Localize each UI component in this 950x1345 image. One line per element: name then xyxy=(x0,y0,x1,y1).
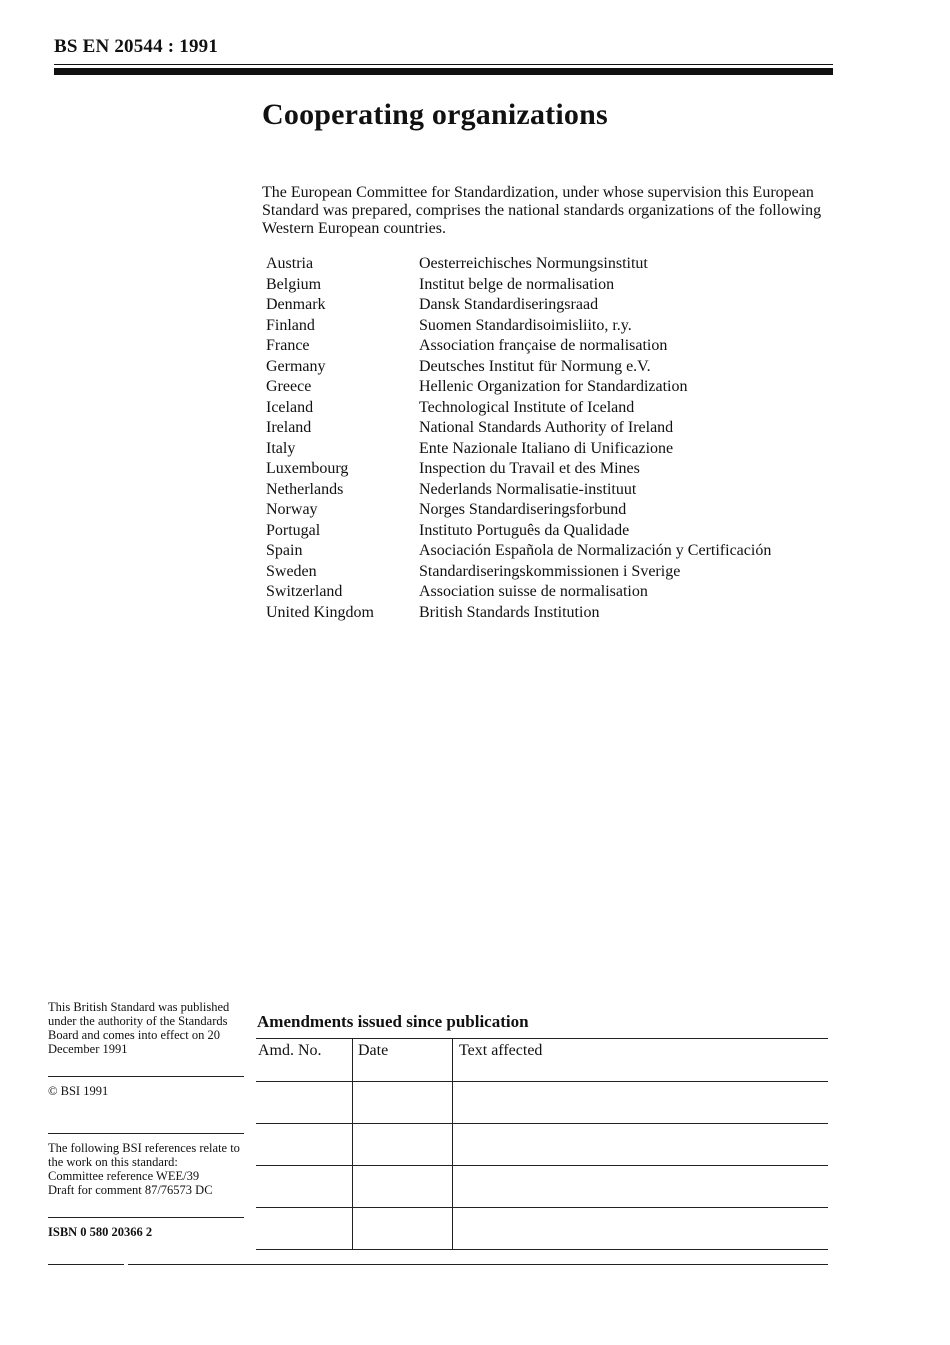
organization-row xyxy=(266,521,846,542)
organization-row xyxy=(266,582,846,603)
standards-body-name: Oesterreichisches Normungsinstitut xyxy=(419,255,648,272)
country-name: Iceland xyxy=(266,398,314,416)
standards-body-name: National Standards Authority of Ireland xyxy=(419,419,674,436)
country-name: Italy xyxy=(266,439,296,457)
standard-number: BS EN 20544 : 1991 xyxy=(54,36,219,57)
standards-body-name: Technological Institute of Iceland xyxy=(419,398,635,416)
table-cell xyxy=(256,1208,353,1250)
country-name: United Kingdom xyxy=(266,603,374,621)
country-name: Denmark xyxy=(266,296,326,313)
sidebar-divider xyxy=(48,1133,244,1134)
country-name: Portugal xyxy=(266,521,321,539)
standards-body-name: Association française de normalisation xyxy=(419,337,668,354)
standards-body-name: Instituto Português da Qualidade xyxy=(419,521,630,539)
page-title: Cooperating organizations xyxy=(262,98,608,131)
organization-row xyxy=(266,562,846,583)
organization-row xyxy=(266,541,846,562)
table-cell xyxy=(453,1082,829,1124)
standards-body-name: Association suisse de normalisation xyxy=(419,583,648,600)
sidebar-divider xyxy=(48,1217,244,1218)
table-cell xyxy=(256,1124,353,1166)
table-cell xyxy=(353,1082,453,1124)
table-row xyxy=(256,1082,828,1124)
organization-row xyxy=(266,500,846,521)
header-rule-thick xyxy=(54,68,833,75)
standards-body-name: Norges Standardiseringsforbund xyxy=(419,501,627,518)
organization-row xyxy=(266,295,846,316)
isbn: ISBN 0 580 20366 2 xyxy=(48,1225,153,1239)
standards-body-name: Inspection du Travail et des Mines xyxy=(419,460,640,477)
column-header-date: Date xyxy=(353,1039,453,1082)
country-name: Ireland xyxy=(266,419,312,436)
country-name: Norway xyxy=(266,501,318,518)
standards-body-name: Hellenic Organization for Standardization xyxy=(419,378,688,395)
country-name: Austria xyxy=(266,255,314,272)
table-cell xyxy=(353,1124,453,1166)
organization-row xyxy=(266,336,846,357)
organization-row xyxy=(266,398,846,419)
table-cell xyxy=(453,1208,829,1250)
country-name: France xyxy=(266,337,310,354)
country-name: Sweden xyxy=(266,562,317,580)
intro-paragraph: The European Committee for Standardization, under whose supervision this European Standard was prepared, comprises the national standards organizations of the following Western European countries. xyxy=(262,184,822,237)
table-cell xyxy=(256,1166,353,1208)
table-row xyxy=(256,1208,828,1250)
organization-row xyxy=(266,459,846,480)
standards-body-name: Suomen Standardisoimisliito, r.y. xyxy=(419,316,632,334)
table-cell xyxy=(256,1082,353,1124)
standards-body-name: British Standards Institution xyxy=(419,603,600,621)
column-header-amd-no: Amd. No. xyxy=(256,1039,353,1082)
column-header-text-affected: Text affected xyxy=(453,1039,829,1082)
country-name: Belgium xyxy=(266,275,322,293)
footer-rule-gap xyxy=(124,1263,128,1266)
organization-row xyxy=(266,603,846,624)
country-name: Finland xyxy=(266,316,315,334)
sidebar-divider xyxy=(48,1076,244,1077)
publication-note: This British Standard was published under the authority of the Standards Board and comes into effect on 20 December 1991 xyxy=(48,1000,230,1056)
header-rule-thin xyxy=(54,64,833,65)
standards-body-name: Asociación Española de Normalización y Certificación xyxy=(419,542,772,559)
country-name: Switzerland xyxy=(266,583,343,600)
table-cell xyxy=(453,1124,829,1166)
country-name: Spain xyxy=(266,542,303,559)
country-name: Greece xyxy=(266,378,312,395)
bsi-references xyxy=(48,1141,244,1197)
standards-body-name: Standardiseringskommissionen i Sverige xyxy=(419,562,681,580)
country-name: Germany xyxy=(266,357,326,375)
table-row xyxy=(256,1124,828,1166)
draft-reference: Draft for comment 87/76573 DC xyxy=(48,1183,213,1197)
organization-row xyxy=(266,480,846,501)
table-cell xyxy=(453,1166,829,1208)
country-name: Luxembourg xyxy=(266,460,349,477)
organization-row xyxy=(266,316,846,337)
standards-body-name: Institut belge de normalisation xyxy=(419,275,615,293)
footer-rule xyxy=(48,1264,828,1265)
table-cell xyxy=(353,1166,453,1208)
organization-row xyxy=(266,439,846,460)
references-note: The following BSI references relate to the work on this standard: xyxy=(48,1141,240,1169)
committee-reference: Committee reference WEE/39 xyxy=(48,1169,200,1183)
country-name: Netherlands xyxy=(266,480,344,498)
organization-row xyxy=(266,275,846,296)
standards-body-name: Nederlands Normalisatie-instituut xyxy=(419,480,637,498)
standards-body-name: Ente Nazionale Italiano di Unificazione xyxy=(419,439,674,457)
standards-body-name: Dansk Standardiseringsraad xyxy=(419,296,599,313)
organization-row xyxy=(266,254,846,275)
organization-row xyxy=(266,377,846,398)
organization-list xyxy=(266,254,846,623)
table-header-row xyxy=(256,1039,828,1082)
copyright-notice: © BSI 1991 xyxy=(48,1084,109,1098)
standards-body-name: Deutsches Institut für Normung e.V. xyxy=(419,357,651,375)
organization-row xyxy=(266,357,846,378)
amendments-table xyxy=(256,1038,828,1250)
amendments-title: Amendments issued since publication xyxy=(257,1012,529,1031)
organization-row xyxy=(266,418,846,439)
table-row xyxy=(256,1166,828,1208)
table-cell xyxy=(353,1208,453,1250)
